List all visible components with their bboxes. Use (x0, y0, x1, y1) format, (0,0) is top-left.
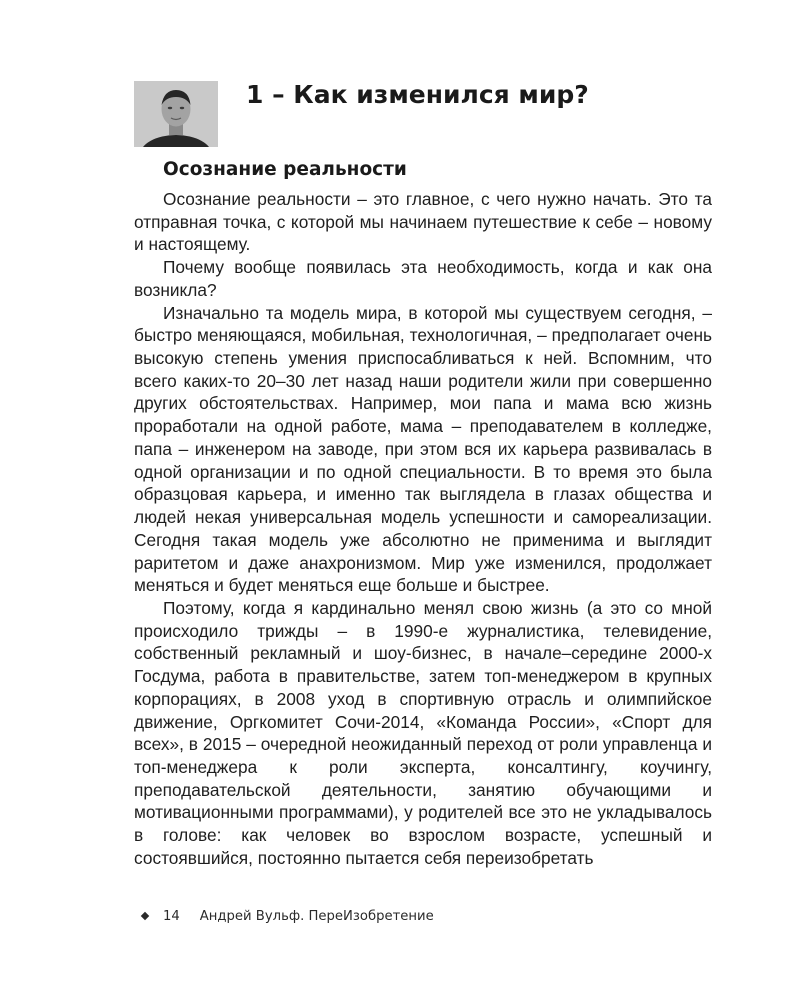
diamond-bullet-icon (141, 912, 149, 920)
chapter-title: 1 – Как изменился мир? (246, 80, 589, 109)
page-number: 14 (163, 908, 180, 924)
author-photo-icon (134, 81, 218, 147)
author-portrait (134, 81, 218, 147)
running-title: Андрей Вульф. ПереИзобретение (199, 908, 434, 924)
section-title: Осознание реальности (163, 159, 407, 180)
paragraph: Почему вообще появилась эта необходимость, когда и как она возникла? (134, 257, 712, 300)
paragraph: Осознание реальности – это главное, с чего нужно начать. Это та отправная точка, с которой мы начинаем путешествие к себе – новому и настоящему. (134, 189, 712, 255)
paragraph: Изначально та модель мира, в которой мы существуем сегодня, – быстро меняющаяся, мобильная, технологичная, – предполагает очень высокую степень умения приспосабливаться к ней. Вспомним, что всего каких-то 20–30 лет назад наши родители жили при совершенно других обстоятельствах. Например, мои папа и мама всю жизнь проработали на одной работе, мама – преподавателем в колледже, папа – инженером на заводе, при этом вся их карьера развивалась в одной организации и по одной специальности. В то время это была образцовая карьера, и именно так выглядела в глазах общества и людей некая универсальная модель успешности и самореализации. Сегодня такая модель уже абсолютно не применима и выглядит раритетом и даже анахронизмом. Мир уже изменился, продолжает меняться и будет меняться еще больше и быстрее. (134, 302, 712, 596)
page-footer (142, 906, 434, 926)
paragraph: Поэтому, когда я кардинально менял свою жизнь (а это со мной происходило трижды – в 1990-е журналистика, телевидение, собственный рекламный и шоу-бизнес, в начале–середине 2000-х Госдума, работа в правительстве, затем топ-менеджером в крупных корпорациях, в 2008 уход в спортивную отрасль и олимпийское движение, Оргкомитет Сочи-2014, «Команда России», «Спорт для всех», в 2015 – очередной неожиданный переход от роли управленца и топ-менеджера к роли эксперта, консалтингу, коучингу, преподавательской деятельности, занятию обучающими и мотивационными программами), у родителей все это не укладывалось в голове: как человек во взрослом возрасте, успешный и состоявшийся, постоянно пытается себя переизобретать (134, 597, 712, 868)
body-text (134, 188, 712, 870)
